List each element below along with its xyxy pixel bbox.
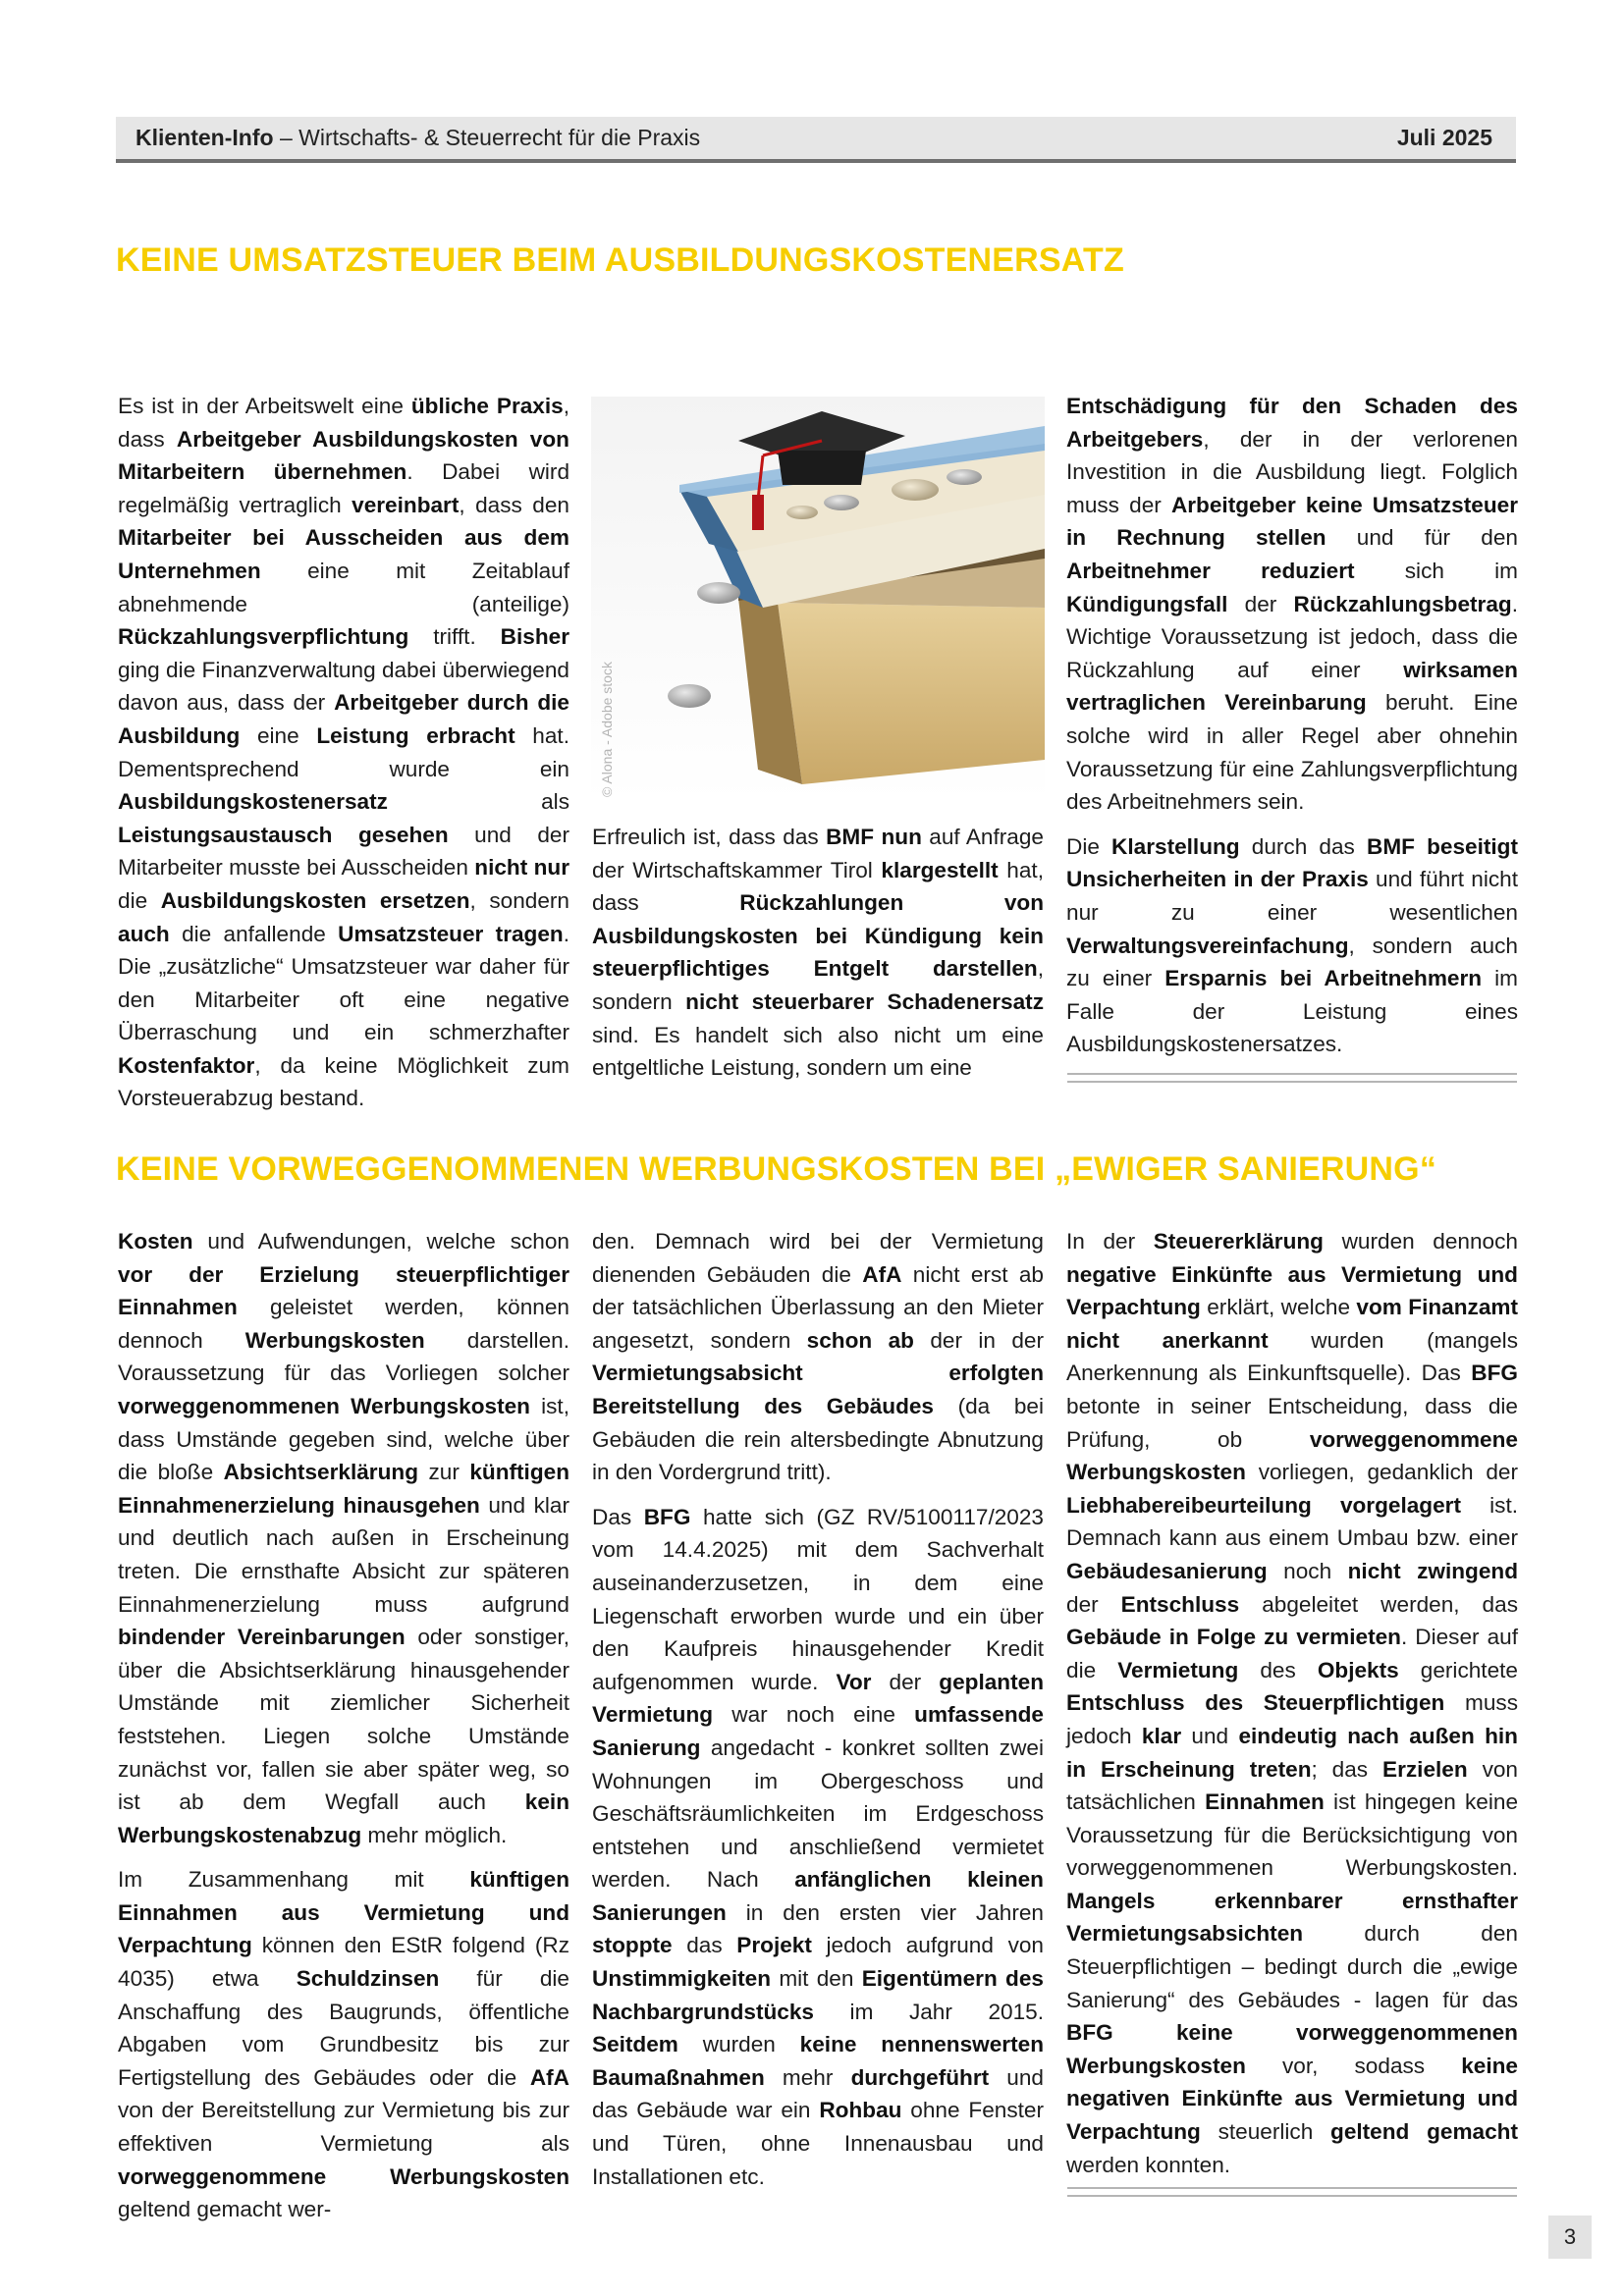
bold-text: Klarstellung [1111, 833, 1240, 859]
text-run: des [1238, 1657, 1318, 1682]
bold-text: keine nennenswerten Baumaßnahmen [592, 2032, 1044, 2090]
text-run: hatte sich (GZ RV/5100117/2023 vom 14.4.2025) mit dem Sachverhalt auseinanderzusetzen, in dem eine Liegenschaft erworben wurde und ein über den Kaufpreis hinausgehender Kredit aufgenommen wurde. [592, 1504, 1044, 1694]
bold-text: Rohbau [819, 2098, 902, 2123]
paragraph [592, 1501, 1044, 2193]
text-run: , sondern auch zu einer [1066, 933, 1518, 991]
bold-text: vorweggenommenen Werbungskosten [118, 1393, 530, 1418]
text-run: vor, sodass [1245, 2053, 1462, 2078]
bold-text: Leistung erbracht [316, 722, 515, 748]
image-credit: © Alona - Adobe stock [599, 662, 615, 797]
text-run: , der in der verlorenen Investition in die Ausbildung liegt. Folglich muss der [1066, 426, 1518, 517]
text-run: , sondern [469, 887, 569, 913]
article1-column-1 [118, 390, 569, 1127]
text-run: nicht erst ab der tatsächlichen Überlassung an den Mieter angesetzt, sondern [592, 1261, 1044, 1353]
bold-text: Rückzahlungsverpflichtung [118, 624, 409, 650]
article1-column-3 [1066, 390, 1518, 1073]
text-run: beruht. Eine solche wird in aller Regel aber ohnehin Voraussetzung für eine Zahlungsverpflichtung des Arbeitnehmers sein. [1066, 690, 1518, 815]
bold-text: Kostenfaktor [118, 1052, 255, 1078]
bold-text: Projekt [736, 1933, 812, 1958]
text-run: vorliegen, gedanklich der [1245, 1460, 1518, 1485]
text-run: zur [418, 1460, 470, 1485]
bold-text: vorweggenommene Werbungskosten [1066, 1426, 1518, 1485]
bold-text: Arbeitnehmer reduziert [1066, 558, 1355, 583]
text-run: und führt nicht nur zu einer wesentlichen [1066, 867, 1518, 925]
bold-text: AfA [529, 2064, 569, 2090]
text-run: erklärt, welche [1200, 1295, 1357, 1320]
paragraph [1066, 1225, 1518, 2181]
text-run: als [387, 789, 569, 815]
text-run: und das Gebäude war ein [592, 2064, 1044, 2123]
paragraph [592, 821, 1044, 1085]
text-run: der in der [913, 1327, 1044, 1353]
text-run: oder sonstiger, über die Absichtserklärung hinausgehender Umstände mit ziemlicher Sicherheit feststehen. Liegen solche Umstände zunächst vor, fallen sie aber später weg, so ist ab dem Wegfall auch [118, 1625, 569, 1815]
bold-text: BMF beseitigt Unsicherheiten in der Praxis [1066, 833, 1518, 892]
bold-text: künftigen Einnahmen aus Vermietung und Verpachtung [118, 1867, 569, 1958]
publication-name: Klienten-Info [135, 125, 274, 150]
text-run: , da keine Möglichkeit zum Vorsteuerabzug bestand. [118, 1052, 569, 1111]
bold-text: nicht steuerbarer Schadenersatz [685, 988, 1044, 1014]
bold-text: umfassende Sanierung [592, 1702, 1044, 1760]
bold-text: künftigen Einnahmenerzielung hinausgehen [118, 1460, 569, 1518]
text-run: steuerlich [1200, 2119, 1331, 2145]
graduation-cap-on-books-with-coins-image [591, 397, 1045, 803]
text-run: der [1227, 591, 1294, 616]
article2-column-1 [118, 1225, 569, 2238]
bold-text: BFG [1471, 1361, 1518, 1386]
text-run: darstellen. Voraussetzung für das Vorliegen solcher [118, 1327, 569, 1386]
publication-line [135, 125, 700, 151]
text-run: trifft. [408, 624, 501, 650]
text-run: die [118, 887, 161, 913]
bold-text: vor der Erzielung steuerpflichtiger Einnahmen [118, 1261, 569, 1320]
text-run: von der Bereitstellung zur Vermietung bis zur effektiven Vermietung als [118, 2098, 569, 2157]
text-run: den. Demnach wird bei der Vermietung dienenden Gebäuden die [592, 1229, 1044, 1287]
text-run: , dass [118, 394, 569, 452]
paragraph [118, 1225, 569, 1851]
bold-text: Entschluss des Steuerpflichtigen [1066, 1690, 1445, 1716]
bold-text: Absichtserklärung [223, 1460, 418, 1485]
text-run: sind. Es handelt sich also nicht um eine entgeltliche Leistung, sondern um eine [592, 1022, 1044, 1081]
bold-text: Vor [836, 1669, 872, 1694]
text-run: Im Zusammenhang mit [118, 1867, 470, 1893]
bold-text: Mitarbeiter bei Ausscheiden aus dem Unternehmen [118, 525, 569, 583]
bold-text: vorweggenommene Werbungskosten [118, 2163, 569, 2189]
bold-text: nicht nur [474, 855, 569, 881]
bold-text: Unstimmigkeiten [592, 1966, 772, 1992]
bold-text: BMF nun [826, 825, 922, 849]
bold-text: Ausbildungskosten ersetzen [160, 887, 470, 913]
bold-text: anfänglichen kleinen Sanierungen [592, 1867, 1044, 1925]
bold-text: Steuererklärung [1153, 1229, 1324, 1254]
text-run: ist hingegen keine Voraussetzung für die Berücksichtigung von vorweggenommenen Werbungskosten. [1066, 1789, 1519, 1881]
text-run: durch den Steuerpflichtigen – bedingt durch die „ewige Sanierung“ des Gebäudes - lagen für das [1066, 1921, 1518, 2012]
text-run: mehr [764, 2064, 851, 2090]
text-run: mehr möglich. [361, 1822, 508, 1847]
text-run: In der [1066, 1229, 1154, 1254]
paragraph [1066, 390, 1518, 819]
text-run: jedoch aufgrund von [811, 1933, 1044, 1958]
bold-text: negative Einkünfte aus Vermietung und Verpachtung [1066, 1261, 1518, 1320]
bold-text: Arbeitgeber Ausbildungskosten von Mitarbeitern übernehmen [118, 426, 569, 485]
text-run: und Aufwendungen, welche schon [192, 1229, 569, 1254]
bold-text: auch [118, 921, 170, 946]
article2-column-2 [592, 1225, 1044, 2205]
text-run: . Die „zusätzliche“ Umsatzsteuer war daher für den Mitarbeiter oft eine negative Überraschung und ein schmerzhafter [118, 921, 570, 1045]
text-run: hat. Dementsprechend wurde ein [118, 722, 569, 781]
bold-text: Schuldzinsen [296, 1966, 440, 1992]
text-run: ohne Fenster und Türen, ohne Innenausbau und Installationen etc. [592, 2098, 1044, 2189]
bold-text: Kosten [118, 1229, 193, 1254]
text-run: und für den [1326, 525, 1518, 551]
page-number: 3 [1548, 2216, 1592, 2259]
header-bar [116, 117, 1516, 163]
text-run: ging die Finanzverwaltung dabei überwiegend davon aus, dass der [118, 657, 569, 716]
text-run: ist. Demnach kann aus einem Umbau bzw. einer [1066, 1492, 1518, 1551]
bold-text: geltend gemacht [1330, 2119, 1518, 2145]
text-run: in den ersten vier Jahren [726, 1899, 1044, 1925]
text-run: eine [240, 722, 317, 748]
bold-text: BFG [643, 1504, 691, 1529]
text-run: der [1066, 1591, 1121, 1617]
text-run: mit den [771, 1966, 862, 1992]
publication-subtitle: – Wirtschafts- & Steuerrecht für die Praxis [279, 125, 701, 150]
bold-text: Liebhabereibeurteilung vorgelagert [1066, 1492, 1461, 1518]
bold-text: durchgeführt [850, 2064, 990, 2090]
paragraph [1066, 830, 1518, 1061]
text-run: werden konnten. [1066, 2152, 1231, 2177]
bold-text: Umsatzsteuer tragen [338, 921, 564, 946]
bold-text: Mangels erkennbarer ernsthafter Vermietungsabsichten [1066, 1888, 1518, 1947]
bold-text: übliche Praxis [410, 394, 564, 418]
text-run: , sondern [592, 956, 1044, 1014]
bold-text: Erzielen [1382, 1756, 1468, 1782]
text-run: . Wichtige Voraussetzung ist jedoch, dass die Rückzahlung auf einer [1066, 591, 1518, 682]
bold-text: BFG keine vorweggenommenen Werbungskosten [1066, 2020, 1518, 2078]
bold-text: Arbeitgeber keine Umsatzsteuer in Rechnung stellen [1066, 492, 1518, 551]
bold-text: Vermietungsabsicht erfolgten Bereitstellung des Gebäudes [592, 1361, 1044, 1418]
text-run: von tatsächlichen [1066, 1756, 1518, 1815]
bold-text: Gebäude in Folge zu vermieten [1066, 1625, 1401, 1650]
bold-text: Gebäudesanierung [1066, 1558, 1268, 1583]
paragraph [592, 1225, 1044, 1489]
text-run: die anfallende [169, 921, 339, 946]
text-run: eine mit Zeitablauf abnehmende (anteilige) [118, 558, 569, 616]
text-run: im Jahr 2015. [814, 1999, 1044, 2024]
bold-text: geplanten Vermietung [592, 1669, 1044, 1728]
text-run: wurden (mangels Anerkennung als Einkunftsquelle). Das [1066, 1327, 1518, 1386]
bold-text: AfA [862, 1261, 902, 1287]
text-run: können den EStR folgend (Rz 4035) etwa [118, 1933, 569, 1992]
text-run: Die [1066, 833, 1112, 859]
text-run: im Falle der Leistung eines Ausbildungskostenersatzes. [1066, 966, 1518, 1057]
bold-text: stoppte [592, 1933, 673, 1958]
bold-text: Kündigungsfall [1066, 591, 1228, 616]
bold-text: nicht zwingend [1347, 1558, 1518, 1583]
bold-text: bindender Vereinbarungen [118, 1625, 406, 1650]
text-run: ; das [1311, 1756, 1383, 1782]
text-run: geltend gemacht wer- [118, 2197, 332, 2222]
text-run: . Dieser auf die [1066, 1625, 1519, 1682]
article2-column-3 [1066, 1225, 1518, 2193]
text-run: wurden dennoch [1324, 1229, 1518, 1254]
bold-text: Eigentümern des Nachbargrundstücks [592, 1966, 1044, 2024]
text-run: Das [592, 1504, 644, 1529]
text-run: muss jedoch [1066, 1690, 1518, 1748]
text-run: noch [1267, 1558, 1348, 1583]
text-run: der [871, 1669, 940, 1694]
article-title-2: KEINE VORWEGGENOMMENEN WERBUNGSKOSTEN BEI „EWIGER SANIERUNG“ [116, 1150, 1437, 1188]
bold-text: Seitdem [592, 2032, 678, 2057]
bold-text: eindeutig nach außen hin in Erscheinung treten [1066, 1723, 1518, 1782]
bold-text: klar [1141, 1723, 1182, 1748]
text-run: , dass den [459, 492, 569, 517]
text-run: gerichtete [1398, 1657, 1518, 1682]
text-run: das [672, 1933, 737, 1958]
bold-text: Arbeitgeber durch die Ausbildung [118, 690, 569, 748]
bold-text: wirksamen vertraglichen Vereinbarung [1066, 657, 1518, 716]
issue-date: Juli 2025 [1396, 125, 1492, 150]
bold-text: Entschädigung für den Schaden des Arbeitgebers [1066, 394, 1518, 452]
bold-text: Bisher [500, 624, 569, 650]
bold-text: vom Finanzamt nicht anerkannt [1066, 1295, 1518, 1353]
article1-column-2 [592, 821, 1044, 1096]
bold-text: Werbungskosten [244, 1327, 425, 1353]
bold-text: Einnahmen [1205, 1789, 1325, 1815]
text-run: hat, dass [592, 857, 1044, 916]
text-run: und klar und deutlich nach außen in Erscheinung treten. Die ernsthafte Absicht zur späteren Einnahmenerzielung muss aufgrund [118, 1492, 569, 1617]
bold-text: Verwaltungsvereinfachung [1066, 933, 1349, 958]
text-run: war noch eine [713, 1702, 915, 1728]
text-run: und [1181, 1723, 1239, 1748]
bold-text: Entschluss [1120, 1591, 1240, 1617]
bold-text: kein Werbungskostenabzug [118, 1789, 569, 1847]
bold-text: Rückzahlungsbetrag [1293, 591, 1512, 616]
bold-text: Ersparnis bei Arbeitnehmern [1164, 966, 1483, 991]
bold-text: Rückzahlungen von Ausbildungskosten bei Kündigung kein steuerpflichtiges Entgelt darstellen [592, 890, 1044, 982]
text-run: auf Anfrage der Wirtschaftskammer Tirol [592, 825, 1044, 882]
text-run: . Dabei wird regelmäßig vertraglich [118, 459, 570, 517]
text-run: Es ist in der Arbeitswelt eine [118, 394, 411, 418]
bold-text: Leistungsaustausch gesehen [118, 822, 449, 847]
article-end-rule [1067, 2187, 1517, 2197]
article-title-1: KEINE UMSATZSTEUER BEIM AUSBILDUNGSKOSTENERSATZ [116, 241, 1124, 279]
text-run: (da bei Gebäuden die rein altersbedingte Abnutzung in den Vordergrund tritt). [592, 1393, 1044, 1485]
bold-text: schon ab [806, 1327, 914, 1353]
text-run: angedacht - konkret sollten zwei Wohnungen im Obergeschoss und Geschäftsräumlichkeiten im Erdgeschoss entstehen und anschließend vermietet werden. Nach [592, 1735, 1044, 1893]
text-run: durch das [1239, 833, 1367, 859]
article-end-rule [1067, 1073, 1517, 1083]
bold-text: klargestellt [881, 857, 999, 882]
text-run: und der Mitarbeiter musste bei Ausscheiden [118, 822, 569, 881]
text-run: wurden [677, 2032, 800, 2057]
text-run: geleistet werden, können dennoch [118, 1295, 569, 1353]
text-run: ist, dass Umstände gegeben sind, welche über die bloße [118, 1393, 569, 1485]
bold-text: Ausbildungskostenersatz [118, 789, 388, 815]
text-run: für die Anschaffung des Baugrunds, öffentliche Abgaben vom Grundbesitz bis zur Fertigstellung des Gebäudes oder die [118, 1966, 569, 2090]
text-run: Erfreulich ist, dass das [592, 825, 827, 849]
bold-text: Vermietung [1117, 1657, 1239, 1682]
paragraph [118, 390, 569, 1115]
text-run: sich im [1354, 558, 1518, 583]
bold-text: Objekts [1317, 1657, 1399, 1682]
bold-text: keine negativen Einkünfte aus Vermietung und Verpachtung [1066, 2053, 1518, 2145]
paragraph [118, 1863, 569, 2226]
bold-text: vereinbart [352, 492, 460, 517]
text-run: betonte in seiner Entscheidung, dass die Prüfung, ob [1066, 1393, 1518, 1452]
text-run: abgeleitet werden, das [1239, 1591, 1518, 1617]
